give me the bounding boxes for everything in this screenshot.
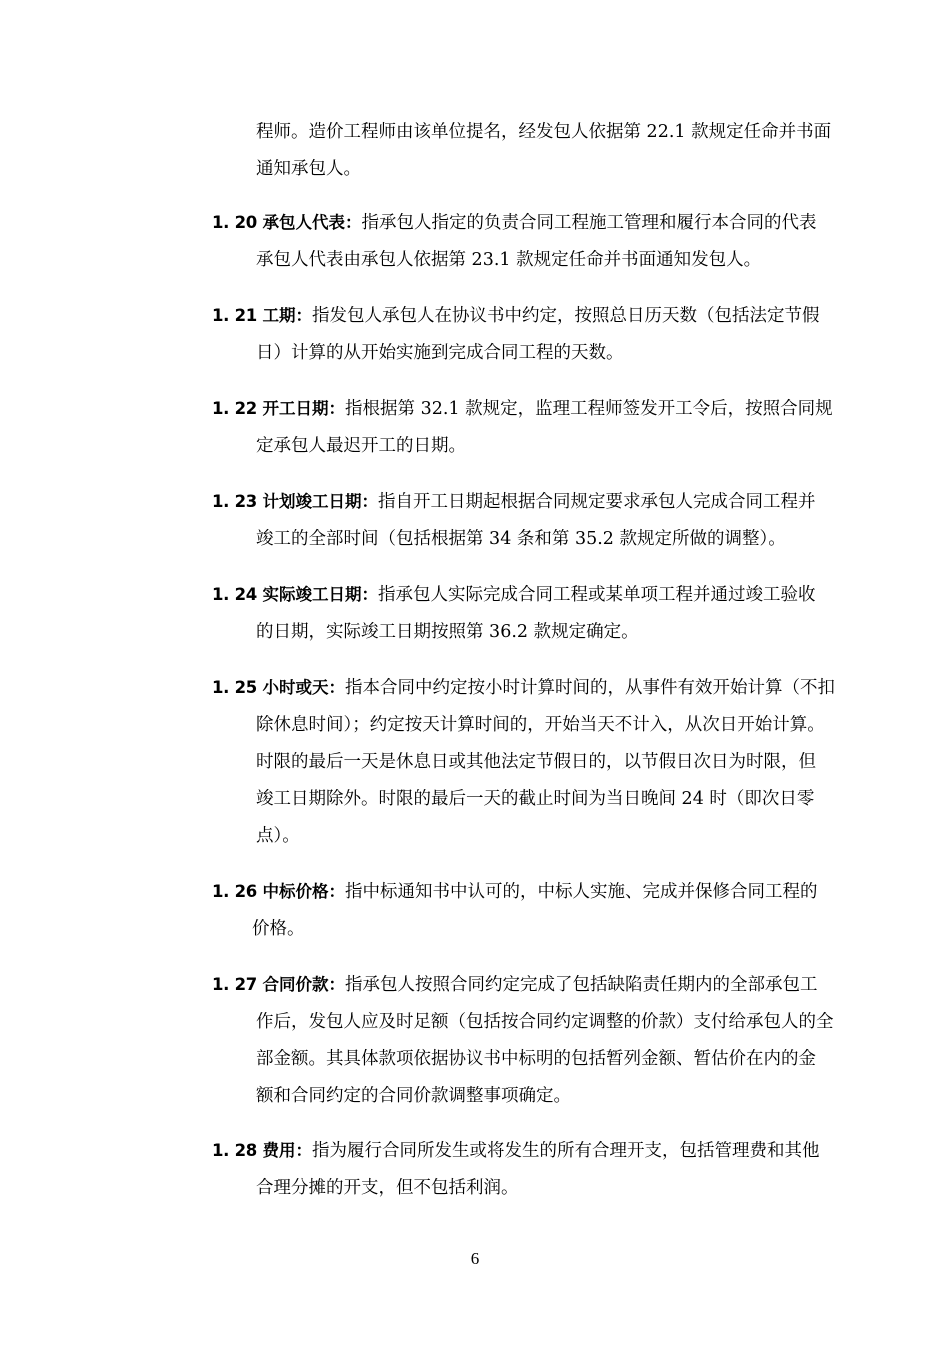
clause-number: 1. 22 xyxy=(212,399,257,418)
clause-text: 日）计算的从开始实施到完成合同工程的天数。 xyxy=(256,343,624,363)
clause-text: 除休息时间）；约定按天计算时间的，开始当天不计入，从次日开始计算。 xyxy=(256,715,825,735)
clause-1-28 xyxy=(212,1132,872,1207)
clause-text: 合理分摊的开支，但不包括利润。 xyxy=(256,1178,519,1198)
clause-text: 竣工的全部时间（包括根据第 34 条和第 35.2 款规定所做的调整）。 xyxy=(256,529,786,549)
continuation-line: 程师。造价工程师由该单位提名，经发包人依据第 22.1 款规定任命并书面 xyxy=(256,122,832,142)
clause-term: 小时或天： xyxy=(262,678,346,697)
clause-term: 中标价格： xyxy=(262,882,346,901)
clause-term: 承包人代表： xyxy=(262,213,362,232)
clause-text: 的日期，实际竣工日期按照第 36.2 款规定确定。 xyxy=(256,622,639,642)
clause-text: 指中标通知书中认可的，中标人实施、完成并保修合同工程的 xyxy=(345,882,818,902)
clause-text: 额和合同约定的合同价款调整事项确定。 xyxy=(256,1086,571,1106)
clause-number: 1. 23 xyxy=(212,492,257,511)
clause-text: 指承包人指定的负责合同工程施工管理和履行本合同的代表 xyxy=(361,213,817,233)
clause-1-23 xyxy=(212,483,872,558)
clause-text: 价格。 xyxy=(252,919,305,939)
clause-text: 作后，发包人应及时足额（包括按合同约定调整的价款）支付给承包人的全 xyxy=(256,1012,834,1032)
clause-text: 时限的最后一天是休息日或其他法定节假日的，以节假日次日为时限，但 xyxy=(256,752,816,772)
clause-number: 1. 24 xyxy=(212,585,257,604)
clause-text: 指根据第 32.1 款规定，监理工程师签发开工令后，按照合同规 xyxy=(345,399,833,419)
clause-term: 实际竣工日期： xyxy=(262,585,379,604)
clause-number: 1. 20 xyxy=(212,213,257,232)
clause-term: 开工日期： xyxy=(262,399,346,418)
clause-text: 指承包人按照合同约定完成了包括缺陷责任期内的全部承包工 xyxy=(345,975,818,995)
clause-text: 承包人代表由承包人依据第 23.1 款规定任命并书面通知发包人。 xyxy=(256,250,762,270)
clause-text: 指本合同中约定按小时计算时间的，从事件有效开始计算（不扣 xyxy=(345,678,836,698)
clause-term: 工期： xyxy=(262,306,313,325)
clause-1-26 xyxy=(212,873,872,948)
clause-number: 1. 25 xyxy=(212,678,257,697)
clause-number: 1. 21 xyxy=(212,306,257,325)
clause-text: 指发包人承包人在协议书中约定，按照总日历天数（包括法定节假 xyxy=(312,306,820,326)
continuation-line: 通知承包人。 xyxy=(256,159,361,179)
clause-number: 1. 28 xyxy=(212,1141,257,1160)
clause-1-20 xyxy=(212,204,872,279)
clause-term: 计划竣工日期： xyxy=(262,492,379,511)
clause-text: 部金额。其具体款项依据协议书中标明的包括暂列金额、暂估价在内的金 xyxy=(256,1049,816,1069)
continuation-paragraph xyxy=(256,114,876,188)
clause-number: 1. 26 xyxy=(212,882,257,901)
clause-text: 指为履行合同所发生或将发生的所有合理开支，包括管理费和其他 xyxy=(312,1141,820,1161)
page-number: 6 xyxy=(470,1249,480,1268)
clause-text: 指承包人实际完成合同工程或某单项工程并通过竣工验收 xyxy=(378,585,816,605)
clause-1-25 xyxy=(212,669,872,855)
clause-number: 1. 27 xyxy=(212,975,257,994)
clause-text: 点）。 xyxy=(256,826,300,846)
clause-text: 竣工日期除外。时限的最后一天的截止时间为当日晚间 24 时（即次日零 xyxy=(256,789,815,809)
clause-term: 费用： xyxy=(262,1141,313,1160)
clause-1-22 xyxy=(212,390,872,465)
clause-text: 定承包人最迟开工的日期。 xyxy=(256,436,466,456)
clause-1-21 xyxy=(212,297,872,372)
clause-text: 指自开工日期起根据合同规定要求承包人完成合同工程并 xyxy=(378,492,816,512)
clause-1-27 xyxy=(212,966,872,1115)
clause-1-24 xyxy=(212,576,872,651)
clause-term: 合同价款： xyxy=(262,975,346,994)
